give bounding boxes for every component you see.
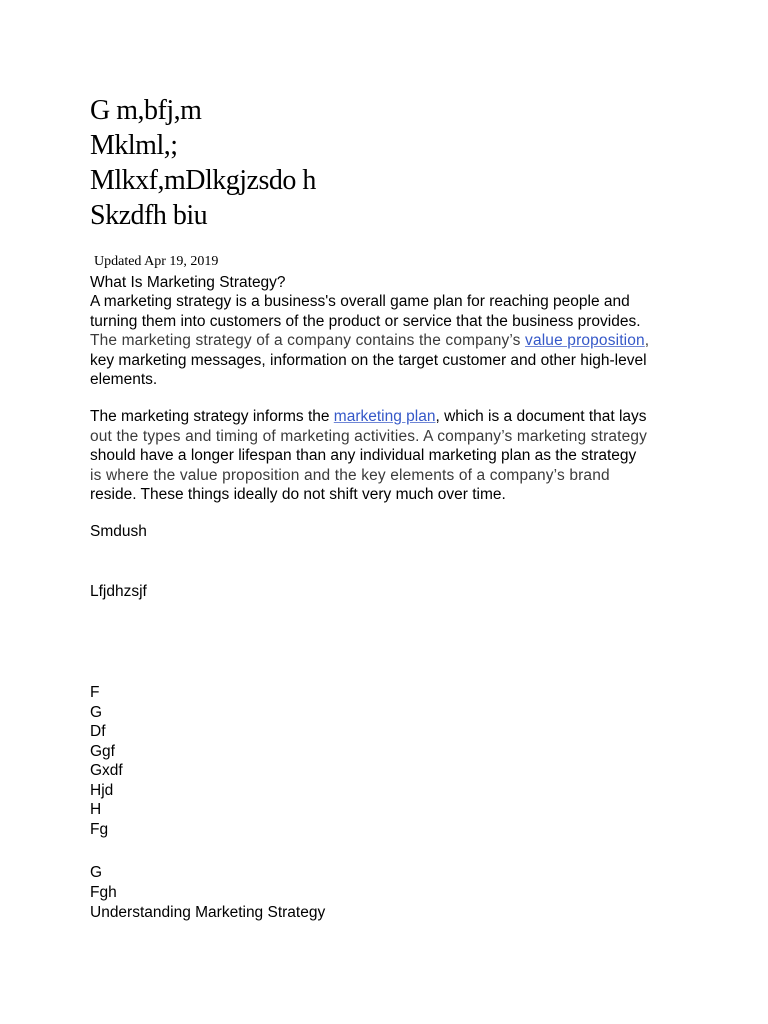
title-line: G m,bfj,m bbox=[90, 95, 202, 126]
list-item: G bbox=[90, 703, 103, 721]
paragraph-line: elements. bbox=[90, 371, 158, 388]
paragraph-text: The marketing strategy of a company contains the company’s bbox=[90, 332, 526, 349]
paragraph-line: reside. These things ideally do not shift very much over time. bbox=[90, 486, 506, 503]
title-line: Mklml,; bbox=[90, 130, 178, 161]
text-lfjdhzsjf: Lfjdhzsjf bbox=[90, 583, 147, 600]
question-heading: What Is Marketing Strategy? bbox=[90, 274, 286, 291]
paragraph-line: out the types and timing of marketing activities. A company’s marketing strategy bbox=[90, 427, 648, 445]
document-title bbox=[90, 93, 316, 233]
paragraph-line: turning them into customers of the product or service that the business provides. bbox=[90, 312, 641, 330]
paragraph-line: should have a longer lifespan than any individual marketing plan as the strategy bbox=[90, 447, 637, 464]
paragraph-line: is where the value proposition and the key elements of a company’s brand bbox=[90, 466, 610, 484]
list-item: F bbox=[90, 684, 100, 701]
paragraph-line bbox=[90, 407, 647, 427]
paragraph-line: key marketing messages, information on the target customer and other high-level bbox=[90, 351, 647, 369]
paragraph-strategy-vs-plan bbox=[90, 407, 647, 505]
list-item: Df bbox=[90, 723, 106, 740]
title-line: Mlkxf,mDlkgjzsdo h bbox=[90, 165, 316, 196]
marketing-plan-link[interactable]: marketing plan bbox=[333, 408, 436, 425]
list-item: Ggf bbox=[90, 742, 115, 760]
list-item: Fg bbox=[90, 820, 109, 838]
title-line: Skzdfh biu bbox=[90, 200, 208, 231]
list-item: G bbox=[90, 864, 103, 881]
short-lines-list-2 bbox=[90, 863, 117, 902]
paragraph-text: , which is a document that lays bbox=[435, 408, 647, 425]
section-heading-understanding: Understanding Marketing Strategy bbox=[90, 904, 326, 921]
list-item: Hjd bbox=[90, 781, 114, 799]
list-item: Gxdf bbox=[90, 762, 123, 779]
value-proposition-link[interactable]: value proposition bbox=[525, 332, 645, 349]
paragraph-strategy-definition bbox=[90, 292, 649, 390]
paragraph-text: The marketing strategy informs the bbox=[90, 408, 334, 425]
paragraph-line: A marketing strategy is a business's overall game plan for reaching people and bbox=[90, 293, 630, 310]
text-smdush: Smdush bbox=[90, 523, 147, 540]
paragraph-line bbox=[90, 331, 649, 351]
list-item: H bbox=[90, 801, 102, 818]
updated-date: Updated Apr 19, 2019 bbox=[94, 254, 219, 269]
paragraph-text: , bbox=[644, 332, 650, 349]
list-item: Fgh bbox=[90, 883, 117, 901]
short-lines-list bbox=[90, 683, 123, 839]
